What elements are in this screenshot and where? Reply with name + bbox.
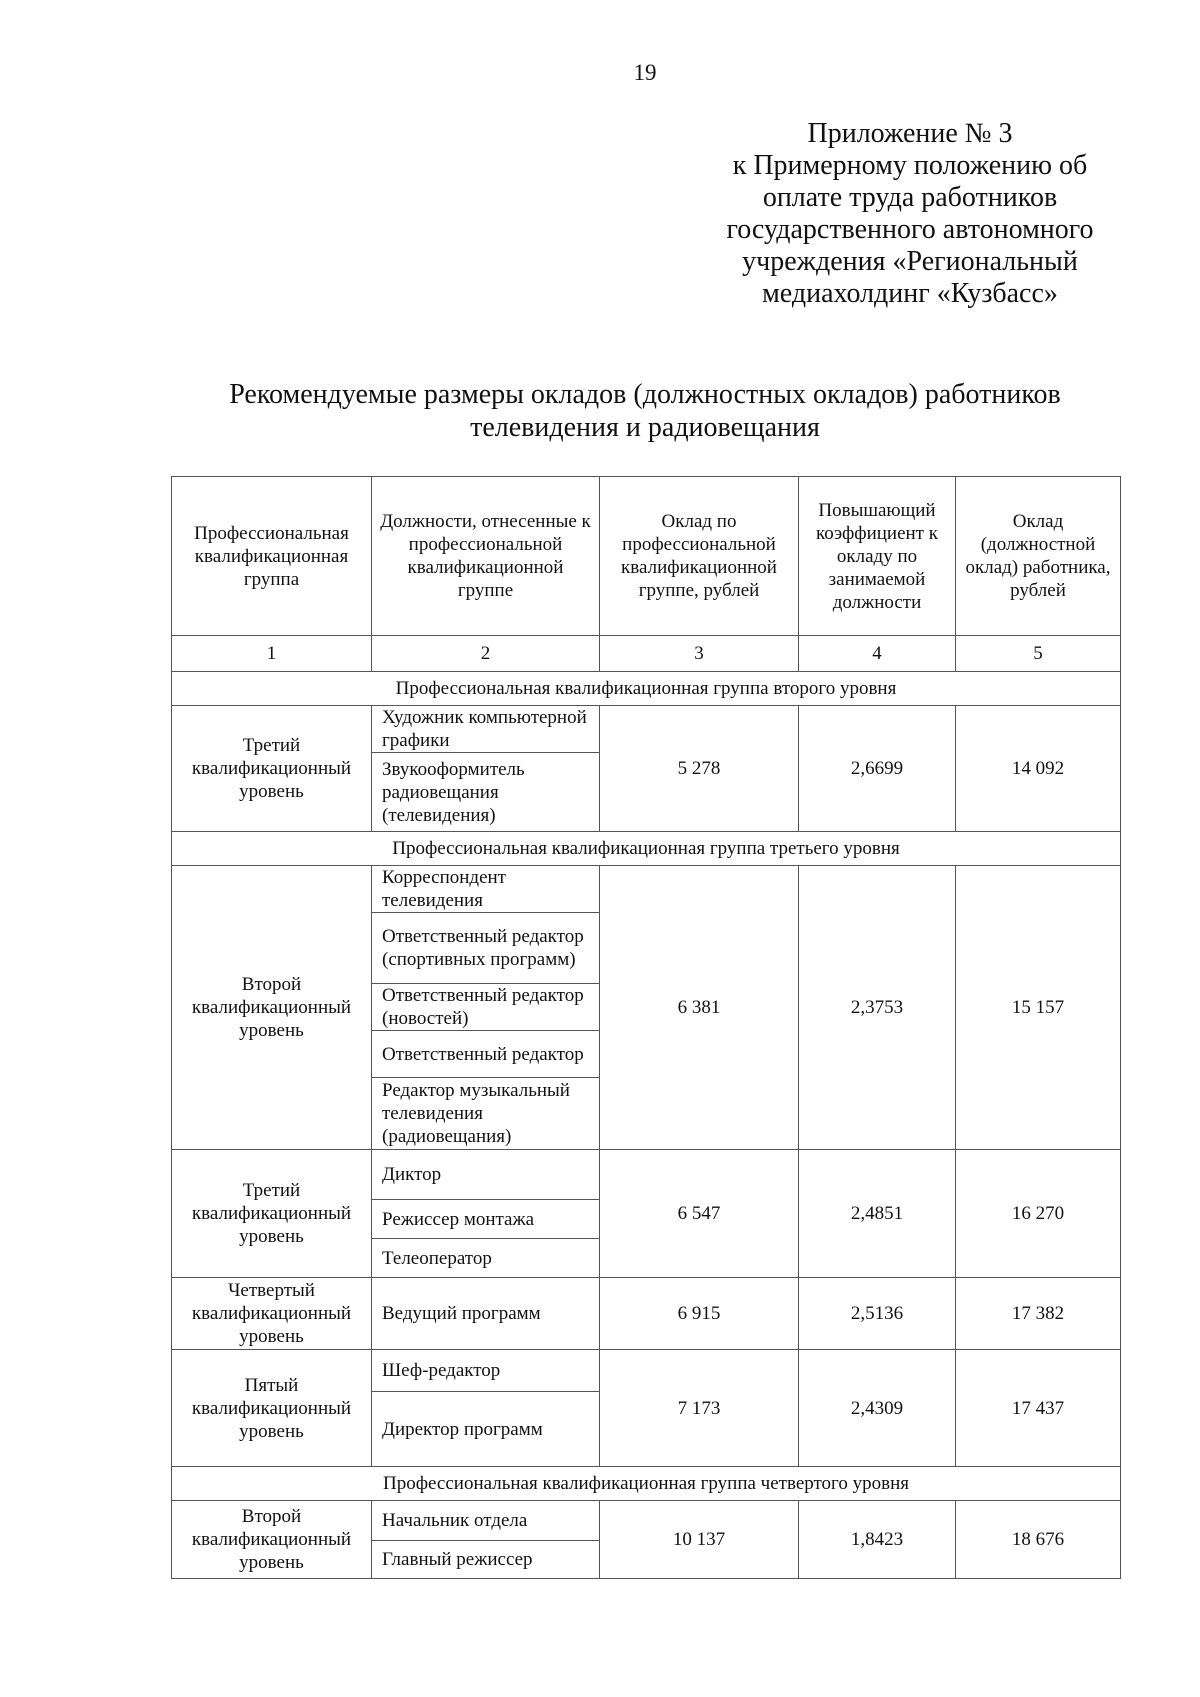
section-title: Профессиональная квалификационная группа четвертого уровня — [172, 1467, 1121, 1501]
column-number-row — [172, 636, 1121, 672]
section-row — [172, 1467, 1121, 1501]
salary-cell: 18 676 — [956, 1501, 1121, 1579]
coefficient-cell: 2,6699 — [799, 706, 956, 832]
position-cell: Художник компьютерной графики — [372, 706, 600, 753]
position-cell: Диктор — [372, 1150, 600, 1200]
page-number: 19 — [633, 60, 657, 85]
base-salary-cell: 7 173 — [600, 1350, 799, 1467]
header-cell: Должности, отнесенные к профессиональной квалификационной группе — [372, 477, 600, 636]
header-cell: Оклад (должностной оклад) работника, рублей — [956, 477, 1121, 636]
table-row — [172, 1350, 1121, 1392]
position-cell: Ответственный редактор (новостей) — [372, 984, 600, 1031]
title-line: телевидения и радиовещания — [470, 412, 820, 443]
salary-cell: 14 092 — [956, 706, 1121, 832]
appendix-line: оплате труда работников — [762, 182, 1058, 213]
column-number: 3 — [600, 636, 799, 672]
appendix-line: к Примерному положению об — [732, 150, 1088, 181]
salary-table — [171, 476, 1121, 1579]
base-salary-cell: 6 381 — [600, 866, 799, 1150]
title-line: Рекомендуемые размеры окладов (должностных окладов) работников — [229, 379, 1061, 410]
appendix-line: государственного автономного — [726, 214, 1094, 245]
section-row — [172, 832, 1121, 866]
position-cell: Директор программ — [372, 1392, 600, 1467]
header-cell: Профессиональная квалификационная группа — [172, 477, 372, 636]
column-number: 2 — [372, 636, 600, 672]
coefficient-cell: 1,8423 — [799, 1501, 956, 1579]
salary-cell: 15 157 — [956, 866, 1121, 1150]
base-salary-cell: 5 278 — [600, 706, 799, 832]
base-salary-cell: 6 547 — [600, 1150, 799, 1278]
level-cell: Третий квалификационный уровень — [172, 1150, 372, 1278]
table-row — [172, 866, 1121, 913]
level-cell: Второй квалификационный уровень — [172, 1501, 372, 1579]
coefficient-cell: 2,5136 — [799, 1278, 956, 1350]
position-cell: Главный режиссер — [372, 1541, 600, 1579]
section-title: Профессиональная квалификационная группа третьего уровня — [172, 832, 1121, 866]
position-cell: Ведущий программ — [372, 1278, 600, 1350]
table-row — [172, 1150, 1121, 1200]
position-cell: Режиссер монтажа — [372, 1200, 600, 1239]
appendix-line: Приложение № 3 — [807, 118, 1013, 149]
level-cell: Второй квалификационный уровень — [172, 866, 372, 1150]
appendix-header — [700, 118, 1120, 310]
level-cell: Третий квалификационный уровень — [172, 706, 372, 832]
column-number: 5 — [956, 636, 1121, 672]
header-cell: Оклад по профессиональной квалификационной группе, рублей — [600, 477, 799, 636]
base-salary-cell: 10 137 — [600, 1501, 799, 1579]
position-cell: Звукооформитель радиовещания (телевидения) — [372, 753, 600, 832]
header-cell: Повышающий коэффициент к окладу по занимаемой должности — [799, 477, 956, 636]
coefficient-cell: 2,4309 — [799, 1350, 956, 1467]
level-cell: Четвертый квалификационный уровень — [172, 1278, 372, 1350]
position-cell: Редактор музыкальный телевидения (радиовещания) — [372, 1078, 600, 1150]
base-salary-cell: 6 915 — [600, 1278, 799, 1350]
position-cell: Телеоператор — [372, 1239, 600, 1278]
section-row — [172, 672, 1121, 706]
level-cell: Пятый квалификационный уровень — [172, 1350, 372, 1467]
coefficient-cell: 2,4851 — [799, 1150, 956, 1278]
salary-cell: 17 382 — [956, 1278, 1121, 1350]
document-title — [160, 378, 1130, 444]
position-cell: Шеф-редактор — [372, 1350, 600, 1392]
table-row — [172, 1278, 1121, 1350]
salary-cell: 16 270 — [956, 1150, 1121, 1278]
header-row — [172, 477, 1121, 636]
appendix-line: учреждения «Региональный — [742, 246, 1078, 277]
coefficient-cell: 2,3753 — [799, 866, 956, 1150]
position-cell: Ответственный редактор — [372, 1031, 600, 1078]
salary-cell: 17 437 — [956, 1350, 1121, 1467]
table-row — [172, 706, 1121, 753]
table-row — [172, 1501, 1121, 1541]
position-cell: Начальник отдела — [372, 1501, 600, 1541]
section-title: Профессиональная квалификационная группа второго уровня — [172, 672, 1121, 706]
column-number: 4 — [799, 636, 956, 672]
appendix-line: медиахолдинг «Кузбасс» — [762, 278, 1058, 309]
position-cell: Корреспондент телевидения — [372, 866, 600, 913]
column-number: 1 — [172, 636, 372, 672]
position-cell: Ответственный редактор (спортивных программ) — [372, 913, 600, 984]
